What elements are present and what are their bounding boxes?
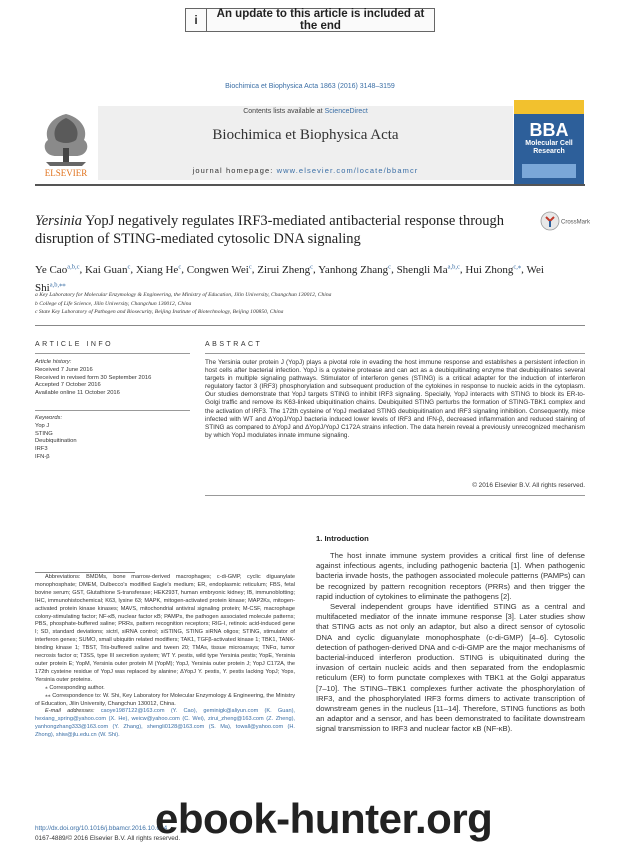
watermark: ebook-hunter.org [155, 795, 493, 842]
keyword: IFN-β [35, 453, 50, 460]
cover-label: BBA [529, 120, 569, 140]
author[interactable]: Zirui Zheng$^c$ [257, 263, 313, 276]
keywords-rule [35, 410, 190, 411]
homepage-link[interactable]: www.elsevier.com/locate/bbamcr [276, 166, 419, 175]
author[interactable]: Kai Guan$^c$ [84, 263, 131, 276]
keywords-label: Keywords: [35, 415, 63, 421]
journal-title: Biochimica et Biophysica Acta [212, 127, 399, 143]
corresponding-author: ⁎ Corresponding author. [45, 684, 105, 691]
homepage-line [98, 166, 513, 175]
author[interactable]: Yanhong Zhang$^c$ [318, 263, 392, 276]
affiliation-b: b College of Life Science, Jilin University, Changchun 130012, China [35, 300, 192, 307]
affiliation-a: a Key Laboratory for Molecular Enzymology & Engineering, the Ministry of Education, Jilin University, Changchun 130012, China [35, 292, 332, 298]
article-title [35, 212, 535, 248]
author[interactable]: Wei Shi$^{a,b,⁎⁎}$ [35, 263, 544, 295]
abstract-text: The Yersinia outer protein J (YopJ) plays a pivotal role in evading the host immune response and establishes a persistent infection in host cells after bacterial infection. YopJ is a cysteine protease and can act as a deubiquitinating enzyme that deubiquitinates several targets in multiple signaling pathways. Stimulator of interferon genes (STING) is a critical adapter for the induction of interferon regulatory factor 3 (IRF3) phosphorylation and subsequent production of the cytokines in response to nucleic acids in the cytoplasm. Our studies demonstrate that YopJ targets STING to inhibit IRF3 signaling. Specially, YopJ interacts with STING to block its ER-to-Golgi traffic and remove its K63-linked ubiquitination chains. Deubiquited STING perturbs the formation of STING-TBK1 complex and the activation of IRF3. The 172th cysteine of YopJ mediated STING deubiquitination and IRF3 signaling inhibition. Consequently, mice infected with WT and ΔYopJ/YopJ bacteria induced lower levels of IRF3 and IFN-β, decreased inflammation and reduced staining of STING as compared to ΔYopJ and ΔYopJ/YopJ C172A strains infection. The data herein reveal a previously unrecognized mechanism by which YopJ modulates innate immune signaling. [205, 359, 585, 439]
journal-citation[interactable]: Biochimica et Biophysica Acta 1863 (2016) 3148–3159 [225, 83, 395, 90]
author[interactable]: Hui Zhong$^{c,⁎}$ [465, 263, 522, 276]
keyword: Yop J [35, 422, 50, 429]
abstract-end-rule [205, 495, 585, 496]
update-banner[interactable] [185, 8, 435, 32]
footnote-rule [35, 572, 135, 573]
abstract-heading: ABSTRACT [205, 341, 263, 348]
contents-line [98, 108, 513, 115]
update-banner-text[interactable]: An update to this article is included at the end [216, 8, 425, 32]
journal-cover [514, 100, 584, 184]
elsevier-tree-icon [36, 104, 96, 178]
abbreviations: Abbreviations: BMDMs, bone marrow-derived macrophages; c-di-GMP, cyclic diguanylate monophosphate; DMEM, Dulbecco's modified Eagle's medium; ER, endoplasmic reticulum; FBS, fetal bovine serum; GST, Glutathione S-transferase; HEK293T, human embryonic kidney; IB, immunoblotting; IHC, immunohistochemical; K63, lysine 63; MAPK, mitogen-activated protein kinase; MAP2Ks, mitogen-activated protein kinase kinases; MAVS, mitochondrial antiviral signaling protein; M-CSF, macrophage colony-stimulating factor; NF-κB, nuclear factor κB; PAMPs, the pathogen associated molecule patterns; PBS, phosphate-buffered saline; PRRs, pattern recognition receptors; RIG-I, retinoic acid-induced gene I; SD, standard deviations; sictrl, siRNA control; siSTING, STING siRNA oligos; STING, stimulator of interferon genes; SUMO, small ubiquitin related modifiers; TAK1, TGFβ-activated kinase 1; TBK1, TANK-binding kinase 1; TBST, Tris-buffered saline and tween 20; TMAs, tissue microarrays; TNFα, tumor necrosis factor α; T3SS, type III secretion system; WT Y. pestis, wild type Yersinia pestis; YopE, Yersinia outer protein E; YopM, Yersinia outer protein M (YopM); YopJ, Yersinia outer protein J; YopJ C172A, the 172th cysteine residue of YopJ was replaced by alanine; ΔYopJ Y. pestis, Y. pestis lacking YopJ; Yops, Yersinia outer proteins. [35, 574, 295, 683]
article-history [35, 359, 190, 398]
author[interactable]: Ye Cao$^{a,b,c}$ [35, 263, 80, 276]
author-affiliation-marker: a,b,⁎⁎ [49, 281, 66, 289]
history-online: Available online 11 October 2016 [35, 390, 120, 397]
crossmark-badge[interactable] [540, 210, 591, 232]
author-affiliation-marker: c [178, 263, 182, 270]
affiliation-c: c State Key Laboratory of Pathogen and Biosecurity, Beijing Institute of Biotechnology, Beijing 100850, China [35, 309, 284, 316]
journal-cover-icon [514, 100, 584, 184]
history-received: Received 7 June 2016 [35, 366, 93, 373]
article-info-heading: ARTICLE INFO [35, 341, 114, 348]
footnotes [35, 574, 295, 740]
crossmark-icon [540, 210, 591, 232]
info-icon: i [186, 9, 207, 31]
author[interactable]: Xiang He$^c$ [135, 263, 182, 276]
keyword: Deubiquitination [35, 438, 77, 445]
email-addresses [35, 708, 295, 740]
keyword: STING [35, 430, 53, 437]
issn-line: 0167-4889/© 2016 Elsevier B.V. All rights reserved. [35, 835, 181, 842]
keyword: IRF3 [35, 446, 48, 453]
header-rule [35, 184, 585, 186]
introduction-body [316, 551, 585, 735]
author-affiliation-marker: c,⁎ [513, 263, 522, 270]
abstract-rule [205, 353, 585, 354]
elsevier-logo [36, 104, 96, 178]
cover-subtitle: Molecular Cell Research [525, 140, 573, 155]
sciencedirect-link[interactable]: ScienceDirect [324, 108, 368, 115]
title-italic: Yersinia [35, 213, 83, 229]
author-affiliation-marker: c [388, 263, 392, 270]
affiliations [35, 291, 575, 317]
author-affiliation-marker: c [310, 263, 313, 270]
crossmark-label: CrossMark [561, 219, 591, 226]
email-list[interactable]: caoye1987122@163.com (Y. Cao), geminigk@aliyun.com (K. Guan), hexiang_spring@yahoo.com (X. He), weicw@yahoo.com (C. Wei), zirui_zheng@163.com (Z. Zheng), yanhongzhang333@163.com (Y. Zhang), shengli0128@163.com (S. Ma), towall@yahoo.com (H. Zhong), shiw@jlu.edu.cn (W. Shi). [35, 708, 295, 739]
history-revised: Received in revised form 30 September 2016 [35, 374, 152, 381]
history-label: Article history: [35, 359, 72, 365]
copyright: © 2016 Elsevier B.V. All rights reserved. [472, 482, 585, 489]
author[interactable]: Shengli Ma$^{a,b,c}$ [396, 263, 460, 276]
author-affiliation-marker: c [127, 263, 131, 270]
article-info-rule [35, 353, 190, 354]
homepage-prefix: journal homepage: [192, 166, 274, 175]
doi-link[interactable]: http://dx.doi.org/10.1016/j.bbamcr.2016.10.004 [35, 825, 168, 832]
author[interactable]: Congwen Wei$^c$ [186, 263, 252, 276]
author-affiliation-marker: a,b,c [447, 263, 460, 270]
author-affiliation-marker: c [248, 263, 252, 270]
correspondence: ⁎⁎ Correspondence to: W. Shi, Key Laboratory for Molecular Enzymology & Engineering, the Ministry of Education, Jilin University, Changchun 130012, China. [35, 692, 295, 707]
author-list: Ye Cao$^{a,b,c}$, Kai Guan$^c$, Xiang He$^c$, Congwen Wei$^c$, Zirui Zheng$^c$, Yanhong Zhang$^c$, Shengli Ma$^{a,b,c}$, Hui Zhong$^{c,⁎}$, Wei Shi$^{a,b,⁎⁎}$ [35, 263, 544, 295]
keywords [35, 415, 190, 462]
contents-prefix: Contents lists available at [243, 108, 323, 115]
intro-paragraph-1: The host innate immune system provides a critical first line of defense against infectious agents, including pathogenic bacteria [1]. When pathogenic bacteria invade hosts, the pathogen associated molecule patterns (PAMPs) can be recognized by pattern recognition receptors (PRRs) and then trigger the rapid induction of cytokines to eliminate the pathogens [2]. [316, 551, 585, 601]
email-label: E-mail addresses: [45, 708, 95, 715]
intro-paragraph-2: Several independent groups have identified STING as a central and multifaceted mediator of the innate immune response [3]. Later studies show that STING acts as not only an adaptor, but also a direct sensor of cytosolic DNA and cyclic diguanylate monophosphate (c-di-GMP) [4–6]. Cytosolic detection of pathogen-derived DNA and c-di-GMP are the major mechanisms of bacterial-induced interferon production. STING is ubiquitinated during the invasion of certain nucleic acids and then separated from the endoplasmic reticulum (ER) to form punctate complexes with TBK1 at the Golgi apparatus [7–10]. The STING–TBK1 complexes further activate the phosphorylation of IRF3, and the phosphorylated IRF3 forms dimers to activate transcription of downstream genes in the nucleus [11–14]. Therefore, STING functions as both an adaptor and a sensor, and has been demonstrated to facilitate downstream signal transmission to IRF3 and nuclear factor κB (NF-κB). [316, 602, 585, 734]
introduction-heading: 1. Introduction [316, 534, 369, 543]
title-rest: YopJ negatively regulates IRF3-mediated antibacterial response through disruption of STING-mediated cytosolic DNA signaling [35, 213, 505, 247]
author-affiliation-marker: a,b,c [67, 263, 80, 270]
history-accepted: Accepted 7 October 2016 [35, 382, 101, 389]
affiliation-rule [35, 325, 585, 326]
publisher-name: ELSEVIER [44, 168, 88, 178]
